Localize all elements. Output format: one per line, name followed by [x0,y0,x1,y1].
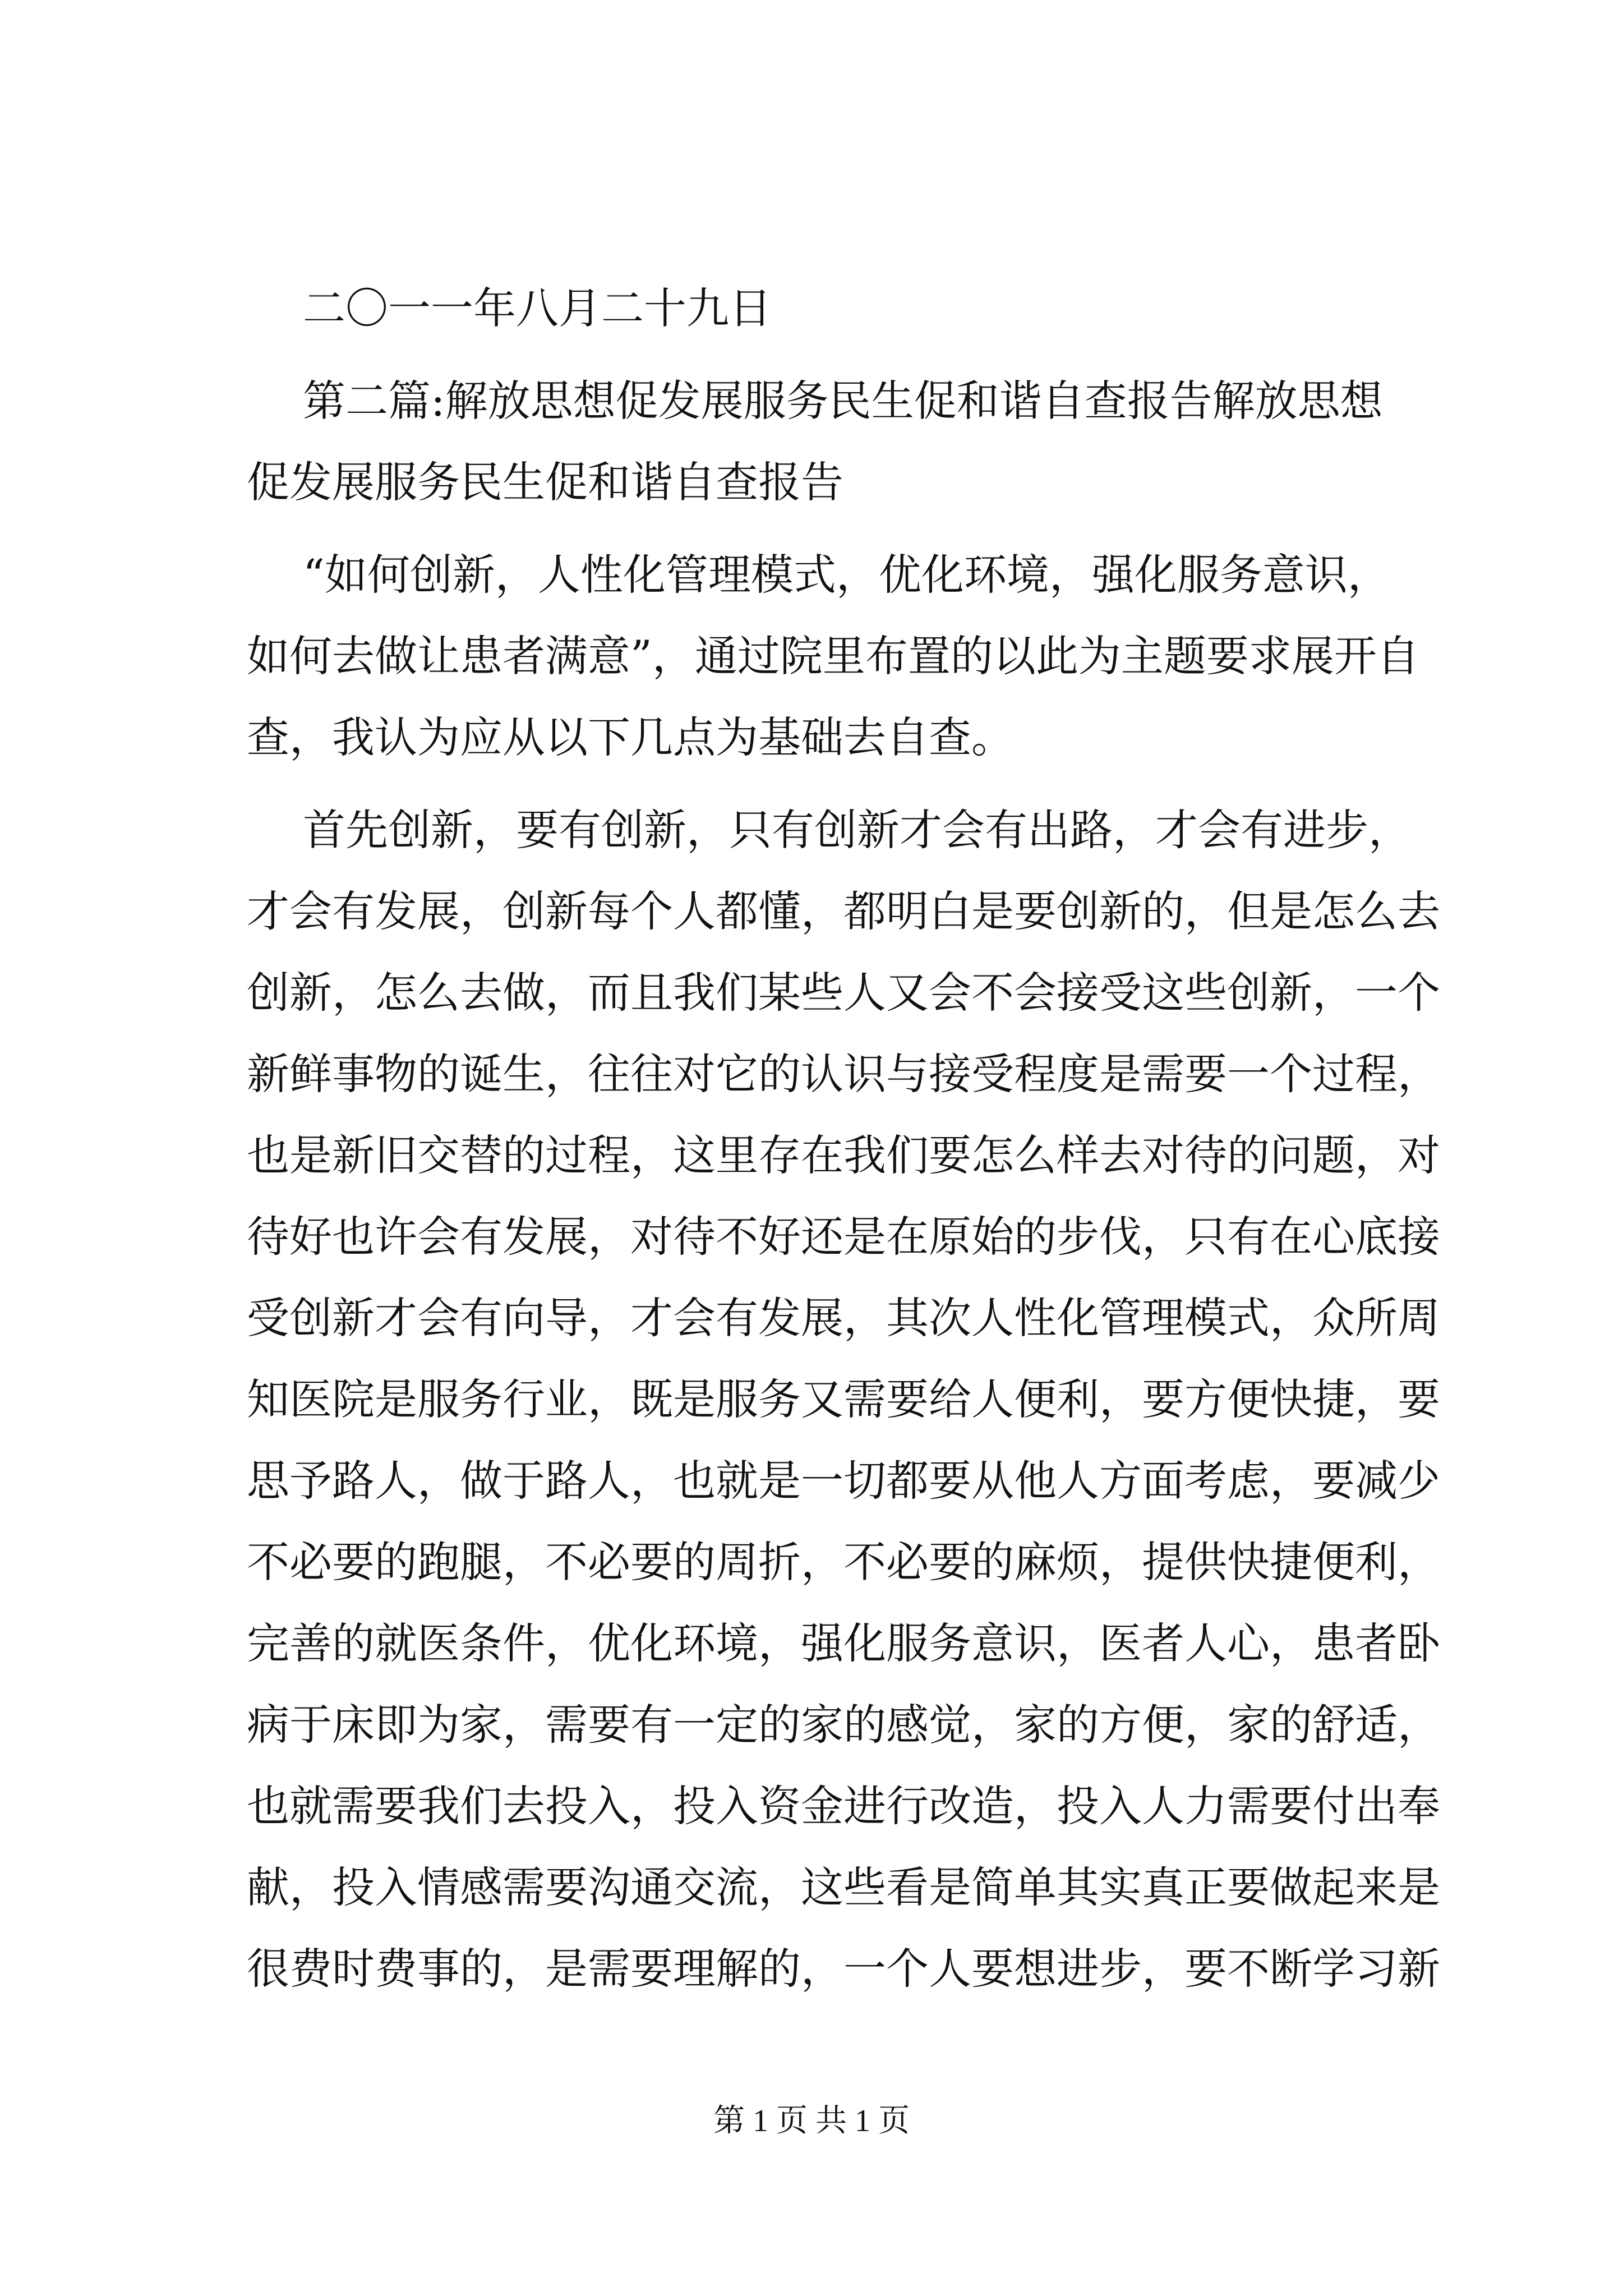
paragraph-2-line-2: 才会有发展，创新每个人都懂，都明白是要创新的，但是怎么去 [247,886,1440,936]
paragraph-1-line-3: 查，我认为应从以下几点为基础去自查。 [247,712,1014,762]
paragraph-2-line-13: 也就需要我们去投入，投入资金进行改造，投入人力需要付出奉 [247,1781,1440,1831]
paragraph-2-line-11: 完善的就医条件，优化环境，强化服务意识，医者人心，患者卧 [247,1618,1440,1668]
paragraph-2-line-15: 很费时费事的，是需要理解的，一个人要想进步，要不断学习新 [247,1944,1440,1994]
date-line: 二〇一一年八月二十九日 [303,283,772,333]
paragraph-2-line-7: 受创新才会有向导，才会有发展，其次人性化管理模式，众所周 [247,1293,1440,1343]
paragraph-2-line-4: 新鲜事物的诞生，往往对它的认识与接受程度是需要一个过程， [247,1049,1440,1099]
paragraph-2-line-14: 献，投入情感需要沟通交流，这些看是简单其实真正要做起来是 [247,1862,1440,1912]
paragraph-2-line-8: 知医院是服务行业，既是服务又需要给人便利，要方便快捷，要 [247,1374,1440,1424]
paragraph-2-line-6: 待好也许会有发展，对待不好还是在原始的步伐，只有在心底接 [247,1212,1440,1262]
page-number-footer: 第 1 页 共 1 页 [713,2104,910,2138]
paragraph-1-line-1: “如何创新，人性化管理模式，优化环境，强化服务意识， [303,550,1390,600]
paragraph-2-line-12: 病于床即为家，需要有一定的家的感觉，家的方便，家的舒适， [247,1700,1440,1750]
paragraph-2-line-9: 思予路人，做于路人，也就是一切都要从他人方面考虑，要减少 [247,1456,1440,1506]
section-title-line-2: 促发展服务民生促和谐自查报告 [247,457,843,507]
paragraph-2-line-10: 不必要的跑腿，不必要的周折，不必要的麻烦，提供快捷便利， [247,1537,1440,1587]
paragraph-2-line-1: 首先创新，要有创新，只有创新才会有出路，才会有进步， [303,805,1411,855]
section-title-line-1: 第二篇:解放思想促发展服务民生促和谐自查报告解放思想 [303,376,1383,426]
paragraph-2-line-5: 也是新旧交替的过程，这里存在我们要怎么样去对待的问题，对 [247,1130,1440,1180]
paragraph-2-line-3: 创新，怎么去做，而且我们某些人又会不会接受这些创新，一个 [247,968,1440,1018]
paragraph-1-line-2: 如何去做让患者满意”，通过院里布置的以此为主题要求展开自 [247,631,1419,681]
